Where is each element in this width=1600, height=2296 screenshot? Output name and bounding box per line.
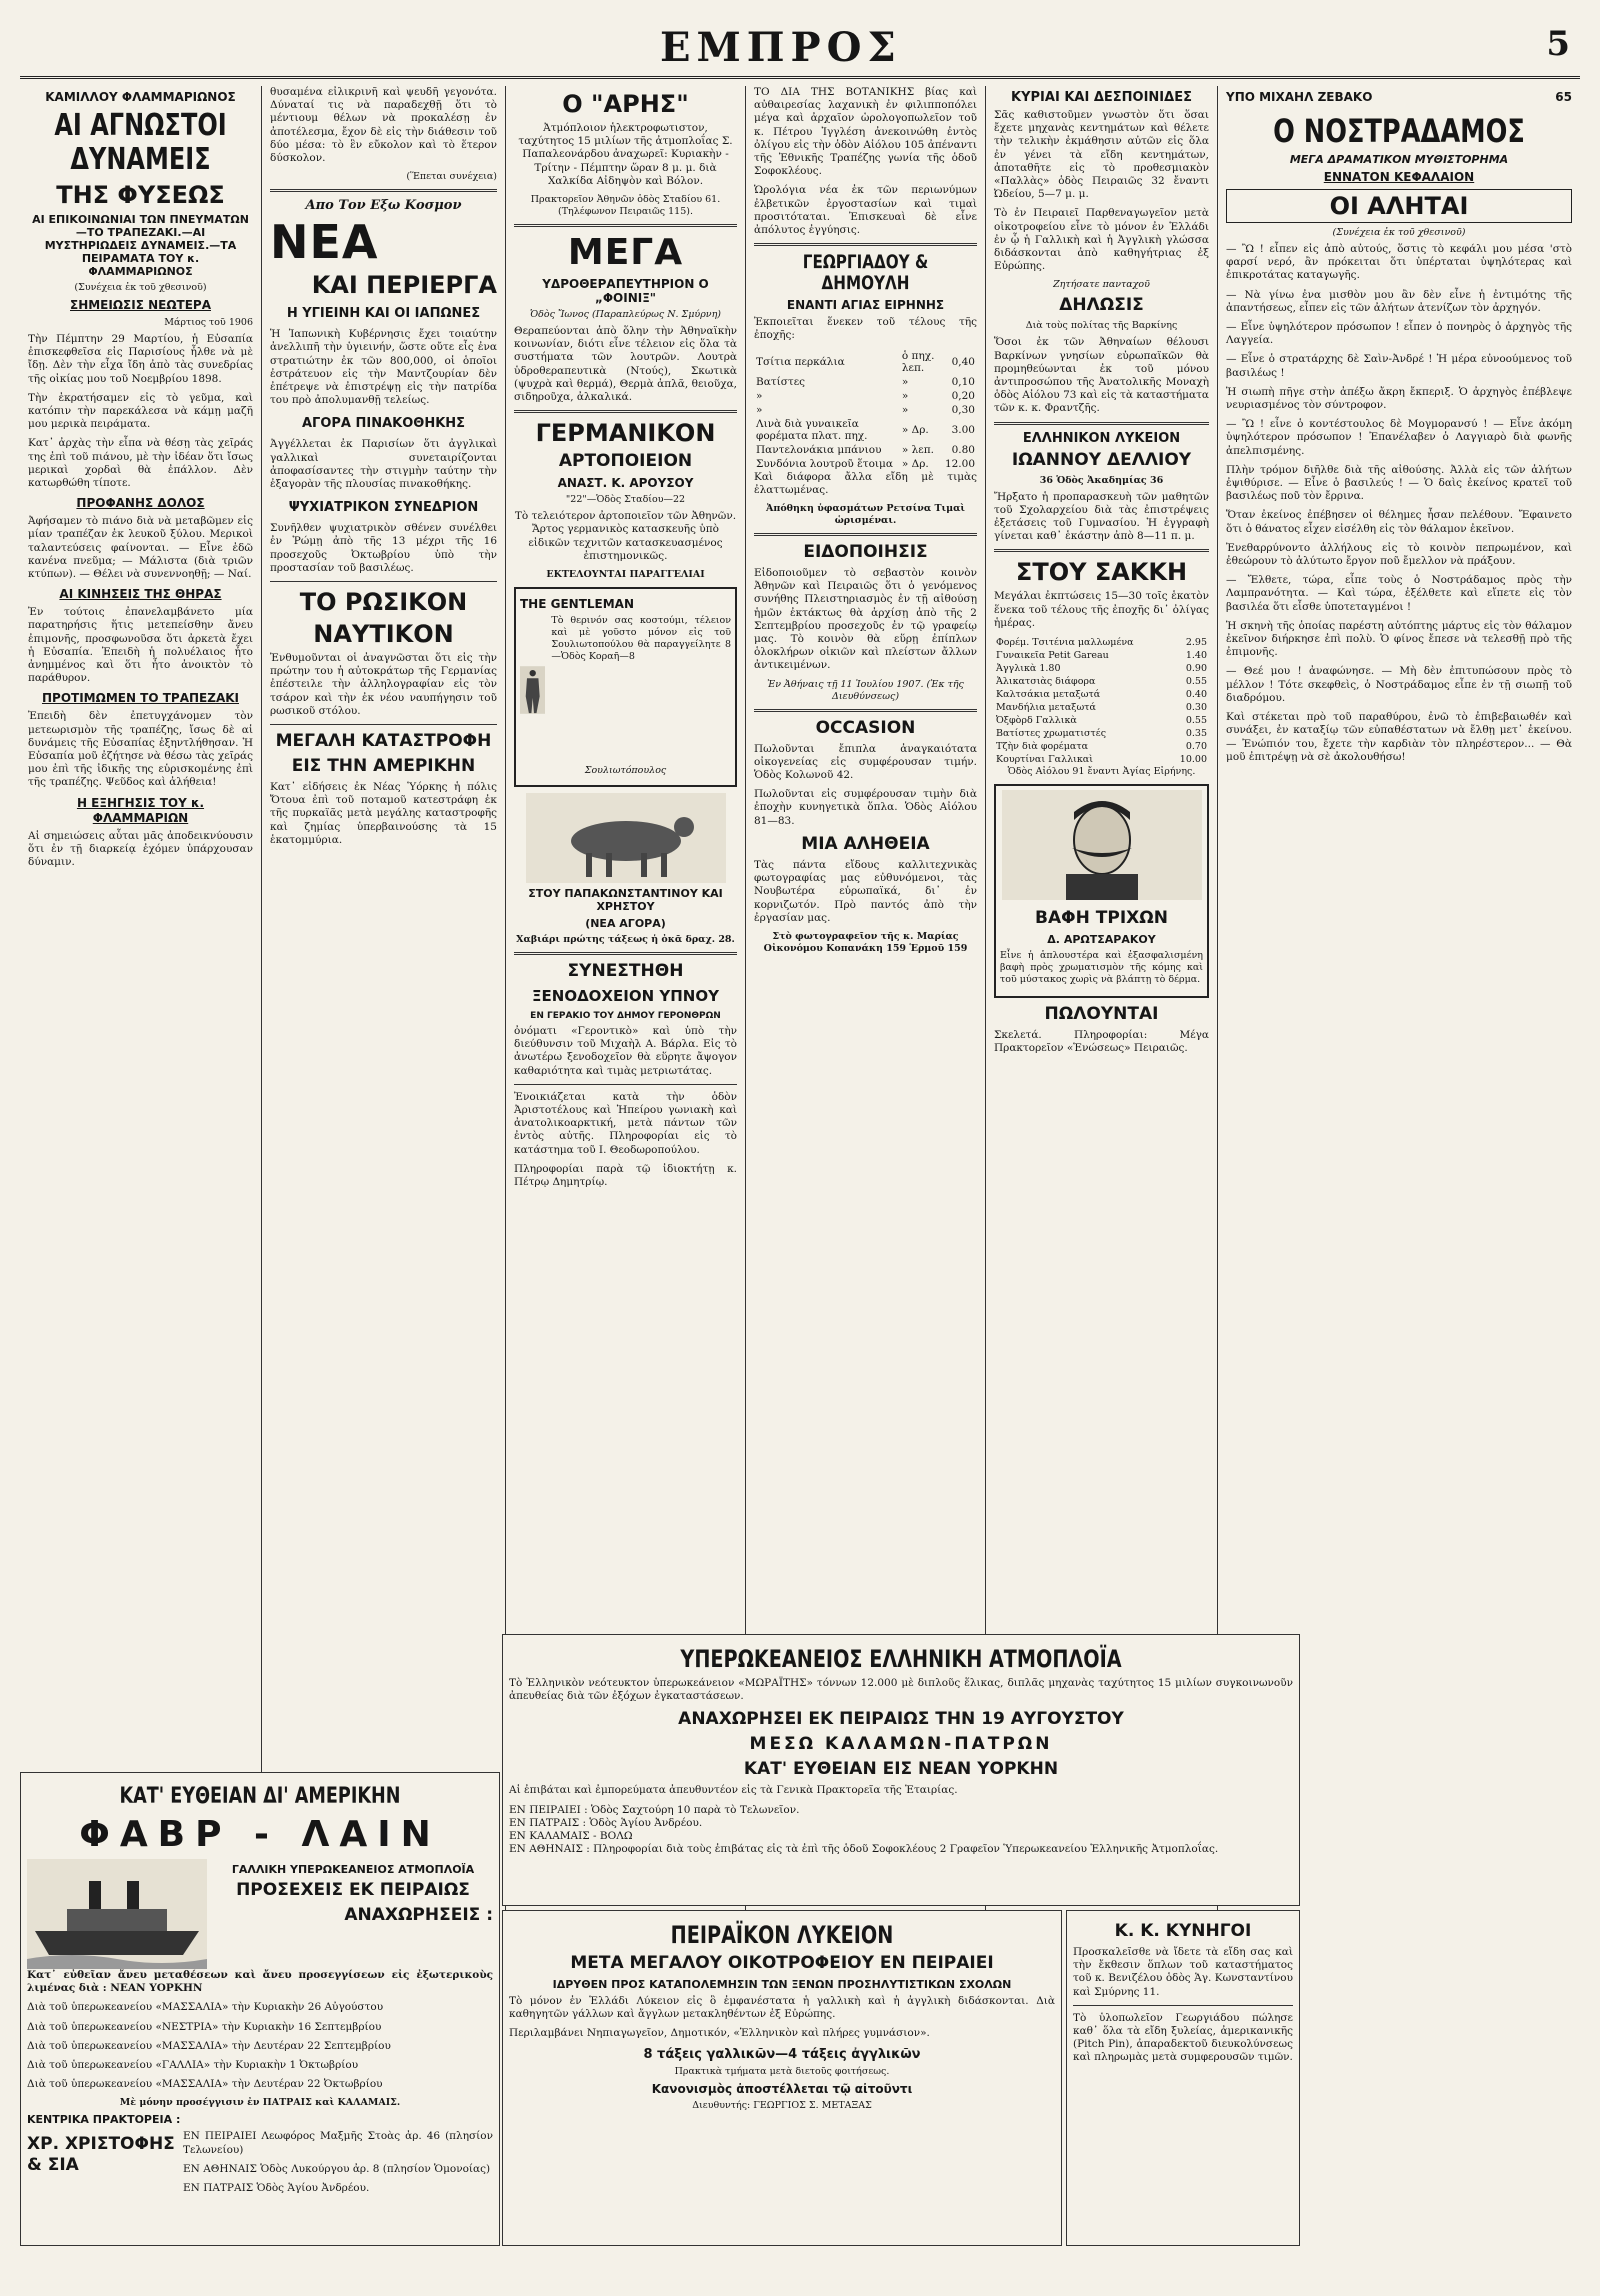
steamship-illustration-icon: [27, 1859, 207, 1969]
ad-bakery-owner: ΑΝΑΣΤ. Κ. ΑΡΟΥΣΟΥ: [557, 476, 694, 491]
paragraph: θυσαμένα εἰλικρινῆ καὶ ψευδῆ γεγονότα. Δύναταί τις νὰ παραδεχθῇ ὅτι τὸ μέντιουμ θέλων νὰ προκαλέσῃ ἐν ἀποτέλεσμα, ἔχον δὲ εἰς τὴν διάθεσιν τοῦ δύο μέσα: τὸ ἓν εὔκολον καὶ τὸ ἕτερον δύσκολον.: [270, 86, 497, 165]
price-row: » » 0,20: [756, 389, 975, 402]
serial-author: ΚΑΜΙΛΛΟΥ ΦΛΑΜΜΑΡΙΩΝΟΣ: [45, 90, 236, 104]
paragraph: Κατ᾽ ἀρχὰς τὴν εἶπα νὰ θέσῃ τὰς χεῖράς της ἐπὶ τοῦ πιάνου, μὲ τὴν ἰδέαν ὅτι ἴσως μερικαὶ χορδαὶ θὰ ἐπάλλον. Δὲν κατωρθώθη τίποτε.: [28, 437, 253, 490]
paragraph: Τὴν ἐκρατήσαμεν εἰς τὸ γεῦμα, καὶ κατόπιν τὴν παρεκάλεσα νὰ κάμῃ μαζῆ μου μερικὰ πειράματα.: [28, 391, 253, 431]
ad-lyceum-text: Ἤρξατο ἡ προπαρασκευὴ τῶν μαθητῶν τοῦ Σχολαρχείου διὰ τὰς ἐπιστρέψεις ἐξετάσεις τοῦ Γυμνασίου. Ἡ ἐγγραφὴ γίνεται καθ᾽ ἑκάστην ἀπὸ 8—11 π. μ.: [994, 490, 1209, 543]
ad-hellenic-route: ΜΕΣΩ ΚΑΛΑΜΩΝ-ΠΑΤΡΩΝ: [749, 1734, 1053, 1755]
paragraph: — Θεέ μου ! ἀναφώνησε. — Μὴ δὲν ἐπιτυπώσουν πρὸς τὸ μέλλον ! Τότε σκεφθεὶς, ὁ Νοστράδαμος εἶπε ἐν τῇ σιωπῇ τοῦ διαδρόμου.: [1226, 665, 1572, 704]
ad-bakery-text: Τὸ τελειότερον ἀρτοποιεῖον τῶν Ἀθηνῶν. Ἄρτος γερμανικὸς κατασκευῆς ὑπὸ εἰδικῶν τεχνιτῶν κατασκευασμένος ἐπιστημονικῶς.: [514, 510, 737, 562]
agent-line: ΕΝ ΚΑΛΑΜΑΙΣ - ΒΟΛΩ: [509, 1830, 633, 1843]
notice-title: ΕΙΔΟΠΟΙΗΣΙΣ: [803, 542, 928, 563]
news-heading-large: ΕΙΣ ΤΗΝ ΑΜΕΡΙΚΗΝ: [291, 756, 476, 777]
serial-author: ΥΠΟ ΜΙΧΑΗΛ ΖΕΒΑΚΟ: [1226, 90, 1373, 104]
price-row: » » 0,30: [756, 403, 975, 416]
ad-sakki-footer: Ὁδὸς Αἰόλου 91 ἔναντι Ἀγίας Εἰρήνης.: [1007, 766, 1196, 778]
ad-hunters: [1066, 1910, 1300, 2246]
ad-gentleman-text: Τὸ θερινόν σας κοστούμι, τέλειον καὶ μὲ γοῦστο μόνον εἰς τοῦ Σουλιωτοπούλου θὰ παραγγείλητε 8—Ὁδὸς Κοραῆ—8: [551, 615, 731, 663]
price-row: Τσίτια περκάλια ὁ πηχ. λεπ. 0,40: [756, 349, 975, 374]
paragraph: — Νὰ γίνω ἐνα μισθὸν μου ἂν δὲν εἶνε ἡ ἐντιμότης τῆς ἀπαντήσεως, εἶπεν εἰς τῶν ἀλήτων ἀτενίζων τὸν ἀρχηγόν.: [1226, 288, 1572, 314]
ad-store-title: ΓΕΩΡΓΙΑΔΟΥ & ΔΗΜΟΥΛΗ: [802, 251, 929, 295]
serial-number: 65: [1555, 90, 1572, 104]
paragraph: Καὶ στέκεται πρὸ τοῦ παραθύρου, ἐνῶ τὸ ἐπιβεβαιωθέν καὶ συνάξει, ἐν καταξίῳ τῶν εὐπαθέστατων νὰ ἔλθῃ μετ᾽ ἐκείνου. — Ἐνώπιόν του, ἔχετε τὴν καρδιὰν τὸν πληρέστερον... — Θὰ μοῦ ἐπιτρέψῃ νὰ σὲ ἀκολουθήσω!: [1226, 711, 1572, 763]
gentleman-figure-icon: [520, 615, 545, 765]
serial-subtitle: ΑΙ ΕΠΙΚΟΙΝΩΝΙΑΙ ΤΩΝ ΠΝΕΥΜΑΤΩΝ —ΤΟ ΤΡΑΠΕΖΑΚΙ.—ΑΙ ΜΥΣΤΗΡΙΩΔΕΙΣ ΔΥΝΑΜΕΙΣ.—ΤΑ ΠΕΙΡΑΜΑΤΑ ΤΟΥ κ. ΦΛΑΜΜΑΡΙΩΝΟΣ: [32, 213, 249, 278]
ad-bakery-address: "22"—Ὁδὸς Σταδίου—22: [565, 494, 686, 506]
ad-lyceum-title: ΠΕΙΡΑΪΚΟΝ ΛΥΚΕΙΟΝ: [670, 1921, 894, 1949]
paragraph: Ἀφήσαμεν τὸ πιάνο διὰ νὰ μεταβῶμεν εἰς μίαν τραπέζαν ἐκ λευκοῦ ξύλου. Μερικοὶ ταλαντεύσεις φαίνονται. — Εἶνε ἐδῶ κανένα πνεῦμα; — Μάλιστα (διὰ τριῶν κτύπων). — Θέλει νὰ συνεννοηθῇ; — Ναί.: [28, 515, 253, 581]
ad-store-intro: Ἐκποιεῖται ἕνεκεν τοῦ τέλους τῆς ἐποχῆς:: [754, 316, 977, 342]
ad-gentleman: [514, 587, 737, 787]
departure-row: Διὰ τοῦ ὑπερωκεανείου «ΜΑΣΣΑΛΙΑ» τὴν Δευτέραν 22 Ὀκτωβρίου: [27, 2078, 383, 2091]
ad-hotel-text: ὀνόματι «Γεροντικὸ» καὶ ὑπὸ τὴν διεύθυνσιν τοῦ Μιχαὴλ Α. Βάρλα. Εἰς τὸ ἀνωτέρω ξενοδοχεῖον θὰ εὕρητε ἄψογον καθαριότητα καὶ τιμὰς μετριωτάτας.: [514, 1025, 737, 1077]
ad-hair-dye-title: ΒΑΦΗ ΤΡΙΧΩΝ: [1035, 908, 1168, 929]
departure-row: Διὰ τοῦ ὑπερωκεανείου «ΓΑΛΛΙΑ» τὴν Κυριακὴν 1 Ὀκτωβρίου: [27, 2059, 359, 2072]
ad-caviar-title: ΣΤΟΥ ΠΑΠΑΚΩΝΣΤΑΝΤΙΝΟΥ ΚΑΙ ΧΡΗΣΤΟΥ: [528, 887, 723, 914]
notice-signature: Ἐν Ἀθήναις τῇ 11 Ἰουλίου 1907. (Ἐκ τῆς Διευθύνσεως): [767, 678, 964, 702]
news-heading-large: ΝΑΥΤΙΚΟΝ: [313, 620, 454, 649]
divider: [514, 410, 737, 413]
divider: [994, 549, 1209, 552]
ad-hunters-title: Κ. Κ. ΚΥΝΗΓΟΙ: [1114, 1921, 1252, 1941]
nea-title: ΝΕΑ: [270, 215, 379, 270]
paragraph: — Εἶνε ὑψηλότερον πρόσωπον ! εἶπεν ὁ πονηρὸς ὁ ἀρχηγὸς τῆς Λαγγεία.: [1226, 321, 1572, 347]
ad-truth-signature: Στὸ φωτογραφεῖον τῆς κ. Μαρίας Οἰκονόμου Κοπανάκη 159 Ἑρμοῦ 159: [763, 930, 968, 954]
ad-aris-title: Ο "ΑΡΗΣ": [562, 90, 689, 118]
ad-gentleman-title: THE GENTLEMAN: [520, 597, 634, 612]
continued-note: (Συνέχεια ἐκ τοῦ χθεσινοῦ): [74, 282, 207, 293]
price-row: Φορέμ. Τσιτένια μαλλωμένα 2.95: [996, 637, 1207, 649]
ad-lyceum-director: Διευθυντής: ΓΕΩΡΓΙΟΣ Σ. ΜΕΤΑΞΑΣ: [692, 2099, 872, 2111]
ad-sakki-title: ΣΤΟΥ ΣΑΚΚΗ: [1015, 558, 1188, 587]
news-heading: ΨΥΧΙΑΤΡΙΚΟΝ ΣΥΝΕΔΡΙΟΝ: [288, 500, 479, 516]
ad-ladies-text-2: Τὸ ἐν Πειραιεῖ Παρθεναγωγεῖον μετὰ οἰκοτροφείου εἶνε τὸ μόνον ἐν Ἑλλάδι ἐν ᾧ ἡ Γαλλικὴ καὶ ἡ Ἀγγλικὴ γλώσσα διδάσκονται ἀπὸ καθηγήτριας ἐξ Εὐρώπης.: [994, 207, 1209, 273]
ad-bakery-footer: ΕΚΤΕΛΟΥΝΤΑΙ ΠΑΡΑΓΓΕΛΙΑΙ: [546, 569, 705, 581]
chapter-number: ΕΝΝΑΤΟΝ ΚΕΦΑΛΑΙΟΝ: [1323, 170, 1475, 184]
ad-aris-text: Ἀτμόπλοιον ἡλεκτροφωτιστον, ταχύτητος 15 μιλίων τῆς ἀτμοπλοΐας Σ. Παπαλεονάρδου ἀναχωρεῖ: Κυριακὴν - Τρίτην - Πέμπτην ὥραν 8 μ. μ. διὰ Χαλκίδα Αἰδηψὸν καὶ Βόλον.: [518, 122, 733, 187]
serial-title: ΑΙ ΑΓΝΩΣΤΟΙ ΔΥΝΑΜΕΙΣ: [54, 108, 227, 177]
ad-occasion-text-2: Πωλοῦνται εἰς συμφέρουσαν τιμὴν διὰ ἐποχὴν κυνηγετικὰ ὅπλα. Ὁδὸς Αἰόλου 81—83.: [754, 788, 977, 827]
price-row: Κουρτίναι Γαλλικαὶ 10.00: [996, 754, 1207, 766]
ad-hotel-title: ΣΥΝΕΣΤΗΘΗ: [567, 961, 684, 982]
divider: [514, 952, 737, 955]
ad-hair-dye-maker: Δ. ΑΡΩΤΣΑΡΑΚΟΥ: [1047, 933, 1156, 947]
divider: [1073, 2005, 1293, 2006]
ad-caviar-subtitle: (ΝΕΑ ΑΓΟΡΑ): [585, 917, 666, 931]
ad-watchmaker-text: ΤΟ ΔΙΑ ΤΗΣ ΒΟΤΑΝΙΚΗΣ βίας καὶ αὐθαιρεσίας λαχανικὴ ἐν φιλιπποπόλει μέγα καὶ ἀρχαῖον ὡρολογοπωλεῖον τοῦ κ. Πέτρου Ἰγγλέση ἀνεκοινώθη ἐντὸς ὀλίγου εἰς τὴν ὁδὸν Αἰόλου 105 ἀπέναντι τῆς Ἐθνικῆς Τραπέζης γωνία τῆς ὁδοῦ Σοφοκλέους.: [754, 86, 977, 178]
price-row: Βατίστες χρωματιστές 0.35: [996, 728, 1207, 740]
ad-watchmaker-text-2: Ὡρολόγια νέα ἐκ τῶν περιωνύμων ἐλβετικῶν ἐργοστασίων καὶ τιμαὶ προσιτόταται. Ἐπισκευαὶ δὲ εἶνε ἀπόλυτος ἐγγύησις.: [754, 184, 977, 237]
section-banner: Απο Τον Εξω Κοσμον: [305, 198, 462, 214]
serial-title-2: ΤΗΣ ΦΥΣΕΩΣ: [56, 181, 225, 209]
paragraph: — Ὢ ! εἶνε ὁ κοντέστουλος δὲ Μογμορανσύ ! — Εἶνε ἀκόμη ὑψηλότερον πρόσωπον ! Ἐπανέλαβεν ὁ Λαγγιαρὸ διὰ φωνῆς ἀπελπισμένης.: [1226, 418, 1572, 457]
ad-hunters-text: Προσκαλεῖσθε νὰ ἴδετε τὰ εἴδη σας καὶ τὴν ἔκθεσιν ὅπλων τοῦ καταστήματος τοῦ κ. Βενιζέλου ὁδὸς Ἁγ. Κωνσταντίνου καὶ Σμύρνης 11.: [1073, 1946, 1293, 1998]
ad-lyceum-subtitle: ΜΕΤΑ ΜΕΓΑΛΟΥ ΟΙΚΟΤΡΟΦΕΙΟΥ ΕΝ ΠΕΙΡΑΙΕΙ: [570, 1953, 994, 1973]
paragraph: — Εἶνε ὁ στρατάρχης δὲ Σαὶν-Ἀνδρέ ! Ἡ μέρα εὐνοούμενος τοῦ βασιλέως !: [1226, 353, 1572, 379]
divider: [754, 709, 977, 712]
ad-lyceum-title: ΕΛΛΗΝΙΚΟΝ ΛΥΚΕΙΟΝ: [1022, 430, 1181, 446]
notice-text: Εἰδοποιοῦμεν τὸ σεβαστὸν κοινὸν Ἀθηνῶν καὶ Πειραιῶς ὅτι ὁ γενόμενος συνήθης Πλειστηριασμὸς ἐν τῇ αἰθούσῃ ἡμῶν ἐκτάκτως θὰ ἀρχίσῃ ἀπὸ τῆς 2 Σεπτεμβρίου προσεχοῦς ἐν τῷ γραφείῳ μας. Τὸ κοινὸν θὰ εὕρῃ ἐπίπλων ὁλοκλήρων οἰκιῶν καὶ πλείστων ἄλλων ἀντικειμένων.: [754, 567, 977, 672]
ad-bakery-title: ΓΕΡΜΑΝΙΚΟΝ: [535, 419, 716, 448]
paragraph: Ἐνεθαρρύνοντο ἀλλήλους εἰς τὸ κοινὸν πεπρωμένον, καὶ ἐθεώρουν τὸ ἀλύτωτο ἔργον ποῦ ἔμελλον νὰ πράξουν.: [1226, 541, 1572, 568]
ad-ladies-text: Σᾶς καθιστοῦμεν γνωστὸν ὅτι ὅσαι ἔχετε μηχανὰς κεντημάτων καὶ θέλετε τὴν τελικὴν ἐκμάθησιν αὐτῶν εἰς ὅλα ἐν γένει τὰ εἴδη κεντημάτων, ἀποταθῆτε εἰς τὸ προθεσμιακὸν «Παλλὰς» ὁδὸς Πειραιῶς 32 ἔναντι Ὠδείου, 5—7 μ. μ.: [994, 109, 1209, 201]
price-row: Μανδήλια μεταξωτά 0.30: [996, 702, 1207, 714]
price-row: Βατίστες » 0,10: [756, 375, 975, 388]
ad-hellenic-title: ΥΠΕΡΩΚΕΑΝΕΙΟΣ ΕΛΛΗΝΙΚΗ ΑΤΜΟΠΛΟΪΑ: [680, 1645, 1122, 1673]
divider: [754, 533, 977, 536]
paragraph: Ἐπειδὴ δὲν ἐπετυγχάνομεν τὸν μετεωρισμὸν τῆς τραπέζης, ἴσως δὲ αἱ δυνάμεις τῆς Εὐσαπίας ἐξηντλήθησαν. Ἡ Εὐσαπία μοῦ ἐζήτησε νὰ θέσω τὰς χεῖράς μου ἐπὶ τῆς ἰδικῆς της εὑρισκομένης ἐπὶ τῆς τραπέζης. Ψεῦδος καὶ ἀλήθεια!: [28, 710, 253, 789]
serial-title: Ο ΝΟΣΤΡΑΔΑΜΟΣ: [1273, 112, 1525, 150]
price-list: [754, 349, 977, 471]
news-heading: ΑΓΟΡΑ ΠΙΝΑΚΟΘΗΚΗΣ: [301, 416, 466, 432]
ad-hellenic-transatlantic: [502, 1634, 1300, 1906]
agent-line: ΕΝ ΠΕΙΡΑΙΕΙ : Ὁδὸς Σαχτούρη 10 παρὰ τὸ Τελωνεῖον.: [509, 1803, 800, 1816]
price-row: Ἀλικατσιὰς διάφορα 0.55: [996, 676, 1207, 688]
divider: [270, 724, 497, 725]
ad-fabre-line: [20, 1772, 500, 2246]
paragraph: Ἡ σκηνὴ τῆς ὁποίας παρέστη αὐτόπτης μάρτυς εἰς τὸν θάλαμον ἐκεῖνον διήρκησε ἐπὶ πολὺ. Ὁ φίνος ἔπεσε νὰ τελεσθῇ πρὸ τῆς ἐπιμονῆς.: [1226, 619, 1572, 659]
ad-gentleman-signature: Σουλιωτόπουλος: [584, 765, 667, 777]
ad-store-location: ΕΝΑΝΤΙ ΑΓΙΑΣ ΕΙΡΗΝΗΣ: [786, 298, 945, 313]
paragraph: Τὴν Πέμπτην 29 Μαρτίου, ἡ Εὐσαπία ἐπισκεφθεῖσα εἰς Παρισίους ἦλθε νὰ μὲ ἴδῃ. Δὲν τὴν εἶχα ἴδη ἀπὸ τὰς συνεδρίας τῆς οἰκίας μου τοῦ Νοεμβρίου 1898.: [28, 333, 253, 385]
ad-truth-title: ΜΙΑ ΑΛΗΘΕΙΑ: [801, 833, 930, 854]
paragraph: Αἱ σημειώσεις αὗται μᾶς ἀποδεικνύουσιν ὅτι ἐν τῇ διαρκείᾳ ἐχόμεν ὑπάρχουσαν δύναμιν.: [28, 829, 253, 869]
ad-hydro-text: Θεραπεύονται ἀπὸ ὅλην τὴν Ἀθηναϊκὴν κοινωνίαν, διότι εἶνε τέλειον εἰς ὅλα τὰ συστήματα τῶν λουτρῶν. Λουτρὰ ὑδροθεραπευτικὰ (Ντούς), Σκωτικὰ (ψυχρὰ καὶ θερμά), Θερμὰ ἀπλᾶ, θειοῦχα, σιδηροῦχα, ἀλκαλικά.: [514, 325, 737, 404]
price-row: Τζὴν διὰ φορέματα 0.70: [996, 741, 1207, 753]
ad-mega-title: ΜΕΓΑ: [567, 232, 684, 274]
ad-forsale-text: Σκελετά. Πληροφορίαι: Μέγα Πρακτορεῖον «Ἑνώσεως» Πειραιῶς.: [994, 1029, 1209, 1055]
ad-fabre-headline: ΚΑΤ' ΕΥΘΕΙΑΝ ΔΙ' ΑΜΕΡΙΚΗΝ: [119, 1784, 401, 1809]
ad-store-footer: Καὶ διάφορα ἄλλα εἴδη μὲ τιμὰς ἐλαττωμένας.: [754, 470, 977, 496]
chapter-title: ΟΙ ΑΛΗΤΑΙ: [1226, 189, 1572, 223]
divider: [754, 243, 977, 246]
paper-name: ΕΜΠΡΟΣ: [660, 24, 902, 71]
agent-line: ΕΝ ΠΑΤΡΑΙΣ : Ὁδὸς Ἁγίου Ἀνδρέου.: [509, 1816, 703, 1829]
divider: [270, 581, 497, 582]
section-heading: ΠΡΟΦΑΝΗΣ ΔΟΛΟΣ: [76, 496, 205, 511]
divider: [270, 189, 497, 192]
section-heading: ΣΗΜΕΙΩΣΙΣ ΝΕΩΤΕΡΑ: [70, 298, 211, 312]
ad-ladies-title: ΚΥΡΙΑΙ ΚΑΙ ΔΕΣΠΟΙΝΙΔΕΣ: [1011, 90, 1192, 105]
ad-fabre-departures: ΑΝΑΧΩΡΗΣΕΙΣ :: [344, 1905, 493, 1925]
ad-timber-text: Τὸ ὑλοπωλεῖον Γεωργιάδου πώλησε καθ᾽ ὅλα τὰ εἴδη ξυλείας, ἀμερικανικῆς (Pitch Pin), ἀπαραδεκτοῦ διευκολύνσεως καὶ πληρωμὰς μετὰ συμφερουσῶν τιμῶν.: [1073, 2011, 1293, 2064]
price-row: Παντελονάκια μπάνιου » λεπ. 0.80: [756, 443, 975, 456]
paragraph: Συνῆλθεν ψυχιατρικὸν σθένεν συνέλθει ἐν Ῥώμῃ ἀπὸ τῆς 13 μέχρι τῆς 16 προσεχοῦς Ὀκτωβρίου ὑπὸ τὴν προστασίαν τοῦ βασιλέως.: [270, 522, 497, 574]
ad-lyceum-text-2: Περιλαμβάνει Νηπιαγωγεῖον, Δημοτικόν, «Ἑλληνικὸν καὶ πλήρες γυμνάσιον».: [509, 2027, 930, 2040]
declaration-title: ΔΗΛΩΣΙΣ: [1059, 295, 1144, 316]
ad-rent-text: Ἐνοικιάζεται κατὰ τὴν ὁδὸν Ἀριστοτέλους καὶ Ἠπείρου γωνιακὴ καὶ ἀνατολικοαρκτική, μετὰ πάντων τῶν ἐντὸς αὐτῆς. Πληροφορίαι εἰς τὸ κατάστημα τοῦ Ι. Θεοδωροπούλου.: [514, 1090, 737, 1156]
ad-hydro-address: Ὁδὸς Ἴωνος (Παραπλεύρως Ν. Σμύρνη): [530, 309, 721, 321]
ad-lyceum-address: 36 Ὁδὸς Ἀκαδημίας 36: [1039, 474, 1164, 486]
ad-caviar-text: Χαβιάρι πρώτης τάξεως ἡ ὀκᾶ δραχ. 28.: [516, 934, 735, 946]
ad-hydro-title: ΥΔΡΟΘΕΡΑΠΕΥΤΗΡΙΟΝ Ο „ΦΟΙΝΙΞ": [542, 277, 709, 306]
ad-forsale-title: ΠΩΛΟΥΝΤΑΙ: [1044, 1004, 1159, 1025]
ad-hellenic-text: Τὸ Ἑλληνικὸν νεότευκτον ὑπερωκεάνειον «ΜΩΡΑΪΤΗΣ» τόννων 12.000 μὲ διπλοῦς ἕλικας, διπλᾶς μηχανὰς ταχύτητος 15 μιλίων συγκοινωνοῦν ἀπευθείας διὰ τῶν ἐξόχων ἐγκαταστάσεων.: [509, 1677, 1293, 1703]
goat-illustration-icon: [526, 793, 726, 883]
paragraph: Ἡ Ἰαπωνικὴ Κυβέρνησις ἔχει τοιαύτην ἀνελλιπῆ τὴν ὑγιεινήν, ὥστε οὔτε εἷς ἐνα στρατιώτην ἐκ τῶν 800,000, οἱ ὁποῖοι ἐστράτευον εἰς τὴν Μαντζουρίαν δὲν ἐπέτρεψε νὰ ἐπιστρέψῃ εἰς τὴν πατρίδα του πρὸ ἀπολυμανθῇ τελείως.: [270, 328, 497, 407]
news-heading-large: ΜΕΓΑΛΗ ΚΑΤΑΣΤΡΟΦΗ: [275, 731, 492, 752]
news-heading: Η ΥΓΙΕΙΝΗ ΚΑΙ ΟΙ ΙΑΠΩΝΕΣ: [286, 306, 481, 322]
periergа-title: ΚΑΙ ΠΕΡΙΕΡΓΑ: [311, 271, 497, 300]
ad-piraeus-lyceum: [502, 1910, 1062, 2246]
ad-occasion-text: Πωλοῦνται ἔπιπλα ἀναγκαιότατα οἰκογενείας εἰς συμφέρουσαν τιμήν. Ὁδὸς Κολωνοῦ 42.: [754, 742, 977, 782]
divider: [514, 1084, 737, 1085]
ad-fabre-agent: ΧΡ. ΧΡΙΣΤΟΦΗΣ & ΣΙΑ: [27, 2134, 175, 2176]
declaration-subtitle: Διὰ τοὺς πολίτας τῆς Βαρκίνης: [1025, 320, 1178, 332]
price-row: Καλτσάκια μεταξωτά 0.40: [996, 689, 1207, 701]
ad-lyceum-founded: ΙΔΡΥΘΕΝ ΠΡΟΣ ΚΑΤΑΠΟΛΕΜΗΣΙΝ ΤΩΝ ΞΕΝΩΝ ΠΡΟΣΗΛΥΤΙΣΤΙΚΩΝ ΣΧΟΛΩΝ: [552, 1978, 1012, 1991]
ad-lyceum-regulation: Κανονισμὸς ἀποστέλλεται τῷ αἰτοῦντι: [651, 2081, 913, 2096]
price-row: Λινὰ διὰ γυναικεῖα φορέματα πλατ. πηχ. » Δρ. 3.00: [756, 417, 975, 442]
sakki-price-list: [994, 636, 1209, 766]
office-line: ΕΝ ΠΕΙΡΑΙΕΙ Λεωφόρος Μαξμῆς Στοὰς ἀρ. 46 (πλησίον Τελωνείου): [183, 2130, 493, 2156]
paragraph: — Ὢ ! εἶπεν εἰς ἀπὸ αὐτούς, ὅστις τὸ κεφάλι μου μέσα 'στὸ φαρσί νερό, ἂν πρόκειται ὅτι ὑπέρταται ὑψηλότερας καὶ ἐπικροτάτας καταγωγῆς.: [1226, 243, 1572, 282]
section-heading: ΑΙ ΚΙΝΗΣΕΙΣ ΤΗΣ ΘΗΡΑΣ: [59, 587, 222, 602]
ad-aris-office: Πρακτορεῖον Ἀθηνῶν ὁδὸς Σταδίου 61. (Τηλέφωνον Πειραιῶς 115).: [530, 194, 721, 218]
ad-lyceum-text: Τὸ μόνον ἐν Ἑλλάδι Λύκειον εἰς ὃ ἐμφανέστατα ἡ γαλλικὴ καὶ ἡ ἀγγλικὴ διδάσκονται. Διὰ καθηγητῶν γάλλων καὶ ἄγγλων μετακληθέντων ἐξ Εὐρώπης.: [509, 1995, 1055, 2021]
section-heading: Η ΕΞΗΓΗΣΙΣ ΤΟΥ κ. ΦΛΑΜΜΑΡΙΩΝ: [76, 795, 205, 825]
section-heading: ΠΡΟΤΙΜΩΜΕΝ ΤΟ ΤΡΑΠΕΖΑΚΙ: [41, 691, 239, 706]
paragraph: Ὅταν ἐκείνος ἐπέβησεν οἱ θέλημες ἦσαν πελέθουν. Ἔφαινετο ὅτι ὁ θάνατος εἶχεν εἰσέλθη εἰς τὸν θάλαμον ἐκεῖνον.: [1226, 509, 1572, 535]
price-row: Γυναικεῖα Petit Gareau 1.40: [996, 650, 1207, 662]
paragraph: Πλὴν τρόμον διῆλθε διὰ τῆς αἰθούσης. Ἀλλὰ εἰς τῶν ἀλήτων ἐψιθύρισε. — Εἶνε ὁ βασιλεύς ! — Ὁ δαὶς ἐκείνος κρατεῖ τοῦ βασιλέως ποῦ τὸν ἔρρινα.: [1226, 463, 1572, 503]
divider: [514, 224, 737, 227]
ad-lyceum-practical: Πρακτικὰ τμήματα μετὰ διετοῦς φοιτήσεως.: [674, 2065, 890, 2077]
ad-hotel-title-2: ΞΕΝΟΔΟΧΕΙΟΝ ΥΠΝΟΥ: [532, 987, 719, 1006]
paragraph: Ἐνθυμοῦνται οἱ ἀναγνῶσται ὅτι εἰς τὴν πρώτην του ἡ αὐτοκράτωρ τῆς Γερμανίας ἐπέστειλε τὴν ἀλληλογραφίαν εἰς τὸν τσάρον καὶ τὴν ἐκ νέου ναυπήγησιν τοῦ ρωσικοῦ στόλου.: [270, 652, 497, 717]
ad-occasion-title: OCCASION: [815, 717, 916, 738]
continues-note: (Ἕπεται συνέχεια): [406, 171, 497, 183]
ad-hellenic-agents: Αἱ ἐπιβάται καὶ ἐμπορεύματα ἀπευθυντέον εἰς τὰ Γενικὰ Πρακτορεῖα τῆς Ἑταιρίας.: [509, 1784, 958, 1797]
paragraph: Ἐν τούτοις ἐπανελαμβάνετο μία παρατηρήσις ἥτις μετεπείσθην ἄνευ ἐπιμονῆς, προσφωνοῦσα ὅτι ἀρκετὰ ἔχει ἡ Εὐσαπία. Ἐπειδὴ ἡ πολυέλαιος ἦτο ἀνημμένος καὶ ὅτι ἦτο ἀνοικτὸν τὸ παράθυρον.: [28, 606, 253, 685]
departure-row: Διὰ τοῦ ὑπερωκεανείου «ΜΑΣΣΑΛΙΑ» τὴν Δευτέραν 22 Σεπτεμβρίου: [27, 2039, 391, 2052]
ad-hellenic-departure: ΑΝΑΧΩΡΗΣΕΙ ΕΚ ΠΕΙΡΑΙΩΣ ΤΗΝ 19 ΑΥΓΟΥΣΤΟΥ: [678, 1709, 1124, 1730]
ad-fabre-note: Μὲ μόνην προσέγγισιν ἐν ΠΑΤΡΑΙΣ καὶ ΚΑΛΑΜΑΙΣ.: [119, 2097, 401, 2109]
office-line: ΕΝ ΠΑΤΡΑΙΣ Ὁδὸς Ἁγίου Ἀνδρέου.: [183, 2182, 370, 2195]
serial-subtitle: ΜΕΓΑ ΔΡΑΜΑΤΙΚΟΝ ΜΥΘΙΣΤΟΡΗΜΑ: [1289, 153, 1509, 166]
ad-hair-dye-text: Εἶνε ἡ ἁπλουστέρα καὶ ἐξασφαλισμένη βαφὴ πρὸς χρωματισμὸν τῆς κόμης καὶ τοῦ μύστακος χωρὶς νὰ βλάπτῃ τὸ δέρμα.: [1000, 950, 1203, 986]
masthead: [20, 22, 1580, 79]
ad-hair-dye: [994, 784, 1209, 998]
ad-lyceum-name: ΙΩΑΝΝΟΥ ΔΕΛΛΙΟΥ: [1011, 449, 1192, 470]
date-line: Μάρτιος τοῦ 1906: [164, 317, 253, 328]
ad-ask-everywhere: Ζητήσατε πανταχοῦ: [1053, 279, 1150, 291]
newspaper-page: [20, 22, 1580, 2252]
continued-note: (Συνέχεια ἐκ τοῦ χθεσινοῦ): [1332, 227, 1466, 238]
price-row: Ἀγγλικὰ 1.80 0.90: [996, 663, 1207, 675]
departure-row: Διὰ τοῦ ὑπερωκεανείου «ΜΑΣΣΑΛΙΑ» τὴν Κυριακὴν 26 Αὐγούστου: [27, 2001, 384, 2014]
ad-bakery-title-2: ΑΡΤΟΠΟΙΕΙΟΝ: [558, 451, 693, 472]
ad-fabre-name: ΦΑΒΡ - ΛΑΙΝ: [79, 1814, 441, 1855]
ad-store-footer-2: Ἀπόθηκη ὑφασμάτων Ρετσίνα Τιμαὶ ὡρισμέναι.: [766, 503, 965, 527]
ad-rent-footer: Πληροφορίαι παρὰ τῷ ἰδιοκτήτῃ κ. Πέτρῳ Δημητρίῳ.: [514, 1162, 737, 1189]
declaration-text: Ὅσοι ἐκ τῶν Ἀθηναίων θέλουσι Βαρκίνων γνησίων εὐρωπαϊκῶν θὰ προμηθεύωνται ἐκ τοῦ μόνου ἀντιπροσώπου τῆς Ἀνατολικῆς Μοναχὴ ὁδὸς Αἰόλου 73 καὶ εἰς τὰ καταστήματα τῶν κ. κ. Φραντζῆς.: [994, 336, 1209, 415]
ad-fabre-offices: ΚΕΝΤΡΙΚΑ ΠΡΑΚΤΟΡΕΙΑ :: [27, 2113, 181, 2127]
price-row: Ὀξφὸρδ Γαλλικὰ 0.55: [996, 715, 1207, 727]
office-line: ΕΝ ΑΘΗΝΑΙΣ Ὁδὸς Λυκούργου ἀρ. 8 (πλησίον Ὁμονοίας): [183, 2162, 491, 2175]
divider: [994, 422, 1209, 425]
agent-line: ΕΝ ΑΘΗΝΑΙΣ : Πληροφορίαι διὰ τοὺς ἐπιβάτας εἰς τὰ ἐπὶ τῆς ὁδοῦ Σοφοκλέους 2 Γραφεῖον Ὑπερωκεανείου Ἑλληνικῆς Ἀτμοπλοΐας.: [509, 1843, 1219, 1856]
page-number: 5: [1546, 24, 1570, 64]
paragraph: Ἀγγέλλεται ἐκ Παρισίων ὅτι ἀγγλικαὶ γαλλικαὶ συνεταιρίζονται ἀποφασίσαντες τὴν στιγμὴν ταύτην τὴν ἐξαγορὰν τῆς πλουσίας πινακοθήκης.: [270, 438, 497, 491]
ad-fabre-direct: Κατ᾽ εὐθεῖαν ἄνευ μεταθέσεων καὶ ἄνευ προσεγγίσεων εἰς ἐξωτερικοὺς λιμένας διὰ : ΝΕΑΝ ΥΟΡΚΗΝ: [27, 1969, 493, 1995]
paragraph: Κατ᾽ εἰδήσεις ἐκ Νέας Ὑόρκης ἡ πόλις Ὄτουα ἐπὶ τοῦ ποταμοῦ κατεστράφη ἐκ τῆς πυρκαϊᾶς μετὰ μεγάλης καταστροφῆς καὶ ζημίας ὑπερβαινούσης τὰ 15 ἑκατομμύρια.: [270, 781, 497, 846]
ad-fabre-company: ΓΑΛΛΙΚΗ ΥΠΕΡΩΚΕΑΝΕΙΟΣ ΑΤΜΟΠΛΟΪΑ: [231, 1863, 475, 1876]
ad-truth-text: Τὰς πάντα εἴδους καλλιτεχνικὰς φωτογραφίας μας εὐθυνόμενοι, τὰς Νουβωτέρα εὐρωπαϊκά, δι᾽ ἐν κορνιζωτόν. Πρὸ παντός ἀπὸ τὴν ἐργασίαν μας.: [754, 858, 977, 924]
departure-row: Διὰ τοῦ ὑπερωκεανείου «ΝΕΣΤΡΙΑ» τὴν Κυριακὴν 16 Σεπτεμβρίου: [27, 2020, 382, 2033]
paragraph: Ἡ σιωπὴ πῆγε στὴν ἀπέξω ἄκρη ἔκπεριξ. Ὁ ἀρχηγὸς ἐπέβλεψε νευριασμένος τὸν σύντροφον.: [1226, 385, 1572, 412]
ad-hellenic-destination: ΚΑΤ' ΕΥΘΕΙΑΝ ΕΙΣ ΝΕΑΝ ΥΟΡΚΗΝ: [743, 1759, 1059, 1780]
ad-sakki-text: Μεγάλαι ἐκπτώσεις 15—30 τοῖς ἑκατὸν ἕνεκα τοῦ τέλους τῆς ἐποχῆς δι᾽ ὀλίγας ἡμέρας.: [994, 590, 1209, 629]
news-heading-large: ΤΟ ΡΩΣΙΚΟΝ: [299, 588, 468, 617]
ad-lyceum-classes: 8 τάξεις γαλλικῶν—4 τάξεις ἀγγλικῶν: [643, 2046, 921, 2062]
ad-hotel-location: ΕΝ ΓΕΡΑΚΙΟ ΤΟΥ ΔΗΜΟΥ ΓΕΡΟΝΘΡΩΝ: [530, 1011, 721, 1022]
ad-fabre-upcoming: ΠΡΟΣΕΧΕΙΣ ΕΚ ΠΕΙΡΑΙΩΣ: [236, 1880, 470, 1900]
paragraph: — Ἔλθετε, τώρα, εἶπε τοὺς ὁ Νοστράδαμος πρὸς τὴν Λαμπρανότητα. — Καὶ τώρα, ἐξέλθετε καὶ εἴπετε εἰς τὸν βασιλέα ὅτι εἶσθε ὑποτεταγμένοι !: [1226, 574, 1572, 613]
mustached-man-portrait-icon: [1002, 790, 1202, 900]
price-row: Συνδόνια λουτροῦ ἕτοιμα » Δρ. 12.00: [756, 457, 975, 470]
